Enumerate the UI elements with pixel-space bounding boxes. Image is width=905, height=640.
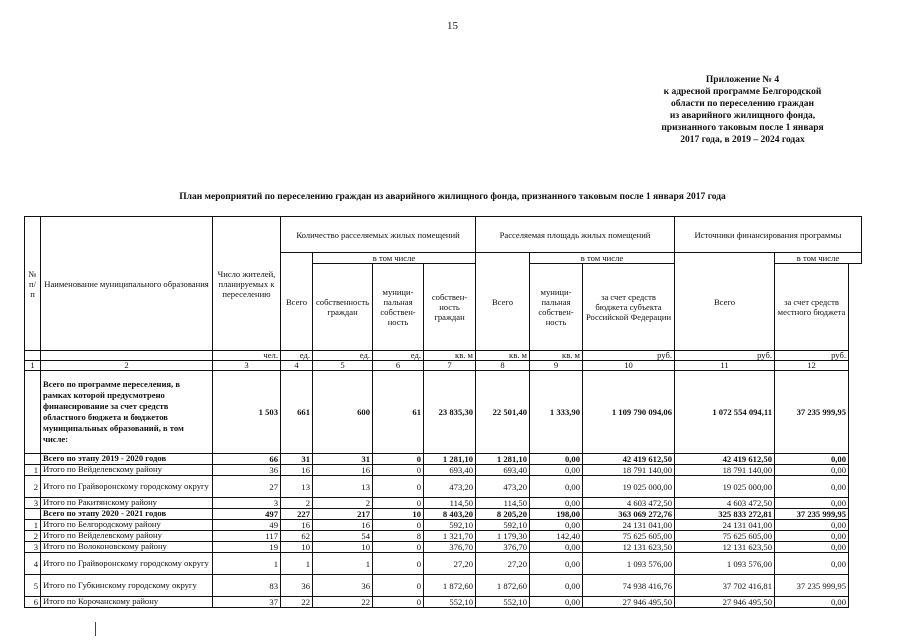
cell: 27 946 495,50 xyxy=(675,597,775,608)
cell: 37 235 999,95 xyxy=(775,371,849,454)
header-area-total: Всего xyxy=(476,253,530,351)
cell: 693,40 xyxy=(476,465,530,476)
row-name: Итого по Грайворонскому городскому округу xyxy=(41,476,213,498)
cell: 1 093 576,00 xyxy=(675,553,775,575)
cell: 27 xyxy=(213,476,281,498)
table-row xyxy=(25,498,862,509)
cell: 1 093 576,00 xyxy=(583,553,675,575)
unit-cell: чел. xyxy=(213,351,281,361)
cell: 37 235 999,95 xyxy=(775,575,849,597)
cell: 42 419 612,50 xyxy=(583,454,675,465)
row-name: Итого по Вейделевскому району xyxy=(41,531,213,542)
cell: 0,00 xyxy=(775,531,849,542)
cell: 600 xyxy=(313,371,373,454)
header-finance-total: Всего xyxy=(675,253,775,351)
cell: 0 xyxy=(373,553,424,575)
row-name: Всего по этапу 2020 - 2021 годов xyxy=(41,509,213,520)
header-incl: в том числе xyxy=(775,253,862,264)
header-name: Наименование муниципального образования xyxy=(41,217,213,351)
cell: 1 281,10 xyxy=(424,454,476,465)
header-incl: в том числе xyxy=(313,253,476,264)
cell: 552,10 xyxy=(424,597,476,608)
cell: 325 833 272,81 xyxy=(675,509,775,520)
annex-line: к адресной программе Белгородской xyxy=(663,87,822,97)
header-rooms-group: Количество расселяемых жилых помещений xyxy=(281,217,476,253)
table-row xyxy=(25,597,862,608)
cell: 2 xyxy=(25,476,41,498)
cell: 0,00 xyxy=(530,597,583,608)
cell: 19 025 000,00 xyxy=(583,476,675,498)
cell: 16 xyxy=(313,465,373,476)
cell: 22 xyxy=(281,597,313,608)
unit-cell: руб. xyxy=(583,351,675,361)
cell: 376,70 xyxy=(476,542,530,553)
cell: 37 xyxy=(213,597,281,608)
plan-table xyxy=(24,216,862,608)
annex-line: области по переселению граждан xyxy=(671,99,814,109)
table-row xyxy=(25,520,862,531)
unit-cell: кв. м xyxy=(476,351,530,361)
cell: 1 503 xyxy=(213,371,281,454)
cell: 2 xyxy=(281,498,313,509)
cell: 217 xyxy=(313,509,373,520)
cell: 8 xyxy=(373,531,424,542)
cell: 117 xyxy=(213,531,281,542)
cell: 0,00 xyxy=(530,542,583,553)
cell: 0,00 xyxy=(530,476,583,498)
cell: 31 xyxy=(313,454,373,465)
cell: 12 131 623,50 xyxy=(583,542,675,553)
cell: 18 791 140,00 xyxy=(675,465,775,476)
annex-line: признанного таковым после 1 января xyxy=(661,123,824,133)
unit-cell: ед. xyxy=(313,351,373,361)
cell: 0,00 xyxy=(775,454,849,465)
cell: 10 xyxy=(281,542,313,553)
col-index: 11 xyxy=(675,361,775,371)
row-name: Итого по Белгородскому району xyxy=(41,520,213,531)
cell: 37 235 999,95 xyxy=(775,509,849,520)
cell: 363 069 272,76 xyxy=(583,509,675,520)
cell: 54 xyxy=(313,531,373,542)
col-index: 9 xyxy=(530,361,583,371)
header-citizen-property: собствен-ность граждан xyxy=(424,264,476,351)
cell: 1 xyxy=(25,520,41,531)
cell: 227 xyxy=(281,509,313,520)
cell: 661 xyxy=(281,371,313,454)
cell: 36 xyxy=(281,575,313,597)
unit-cell: руб. xyxy=(675,351,775,361)
cell: 1 179,30 xyxy=(476,531,530,542)
cell: 1 xyxy=(281,553,313,575)
cell: 19 025 000,00 xyxy=(675,476,775,498)
cell: 75 625 605,00 xyxy=(675,531,775,542)
cell: 142,40 xyxy=(530,531,583,542)
table-row xyxy=(25,542,862,553)
cell: 0 xyxy=(373,454,424,465)
cell: 198,00 xyxy=(530,509,583,520)
col-index: 10 xyxy=(583,361,675,371)
cell: 42 419 612,50 xyxy=(675,454,775,465)
col-index: 4 xyxy=(281,361,313,371)
header-rooms-total: Всего xyxy=(281,253,313,351)
cell: 36 xyxy=(213,465,281,476)
cell: 12 131 623,50 xyxy=(675,542,775,553)
cell: 0,00 xyxy=(775,542,849,553)
cell: 2 xyxy=(25,531,41,542)
cell: 8 205,20 xyxy=(476,509,530,520)
header-municipal-property: муници-пальная собствен-ность xyxy=(530,264,583,351)
cell: 16 xyxy=(281,520,313,531)
cell: 497 xyxy=(213,509,281,520)
cell: 66 xyxy=(213,454,281,465)
cell: 114,50 xyxy=(476,498,530,509)
row-name: Итого по Грайворонскому городскому округу xyxy=(41,553,213,575)
cell: 0 xyxy=(373,597,424,608)
header-citizen-property: собственность граждан xyxy=(313,264,373,351)
row-name: Итого по Корочанскому району xyxy=(41,597,213,608)
header-area-group: Расселяемая площадь жилых помещений xyxy=(476,217,675,253)
cell: 13 xyxy=(281,476,313,498)
cell: 0,00 xyxy=(775,520,849,531)
cell: 13 xyxy=(313,476,373,498)
cell: 10 xyxy=(313,542,373,553)
cell: 24 131 041,00 xyxy=(583,520,675,531)
cell: 1 xyxy=(25,465,41,476)
col-index: 2 xyxy=(41,361,213,371)
cell: 16 xyxy=(313,520,373,531)
cell: 16 xyxy=(281,465,313,476)
table-row xyxy=(25,575,862,597)
table-row xyxy=(25,454,862,465)
cell: 0,00 xyxy=(530,498,583,509)
table-row xyxy=(25,531,862,542)
header-municipal-property: муници-пальная собствен-ность xyxy=(373,264,424,351)
col-index: 3 xyxy=(213,361,281,371)
cell: 37 702 416,81 xyxy=(675,575,775,597)
annex-line: из аварийного жилищного фонда, xyxy=(669,111,816,121)
cell: 0,00 xyxy=(530,575,583,597)
cell: 3 xyxy=(213,498,281,509)
unit-cell: кв. м xyxy=(424,351,476,361)
cell: 10 xyxy=(373,509,424,520)
col-index: 7 xyxy=(424,361,476,371)
cell: 1 109 790 094,06 xyxy=(583,371,675,454)
cell: 5 xyxy=(25,575,41,597)
cell: 1 xyxy=(213,553,281,575)
cell: 0 xyxy=(373,498,424,509)
table-row xyxy=(25,509,862,520)
cell: 0 xyxy=(373,542,424,553)
cell: 23 835,30 xyxy=(424,371,476,454)
cell: 0,00 xyxy=(775,465,849,476)
cell: 22 xyxy=(313,597,373,608)
cell: 0 xyxy=(373,476,424,498)
col-index: 12 xyxy=(775,361,849,371)
row-name: Итого по Волоконовскому району xyxy=(41,542,213,553)
cell: 2 xyxy=(313,498,373,509)
table-row xyxy=(25,371,862,454)
col-index: 5 xyxy=(313,361,373,371)
page-number: 15 xyxy=(447,20,458,32)
cell: 4 603 472,50 xyxy=(583,498,675,509)
row-name: Итого по Губкинскому городскому округу xyxy=(41,575,213,597)
header-residents: Число жителей, планируемых к переселению xyxy=(213,217,281,351)
scan-mark xyxy=(95,622,96,636)
header-num: № п/п xyxy=(25,217,41,351)
cell: 4 xyxy=(25,553,41,575)
cell: 0 xyxy=(373,465,424,476)
cell: 473,20 xyxy=(476,476,530,498)
cell: 4 603 472,50 xyxy=(675,498,775,509)
cell: 18 791 140,00 xyxy=(583,465,675,476)
unit-cell: руб. xyxy=(775,351,849,361)
unit-cell: ед. xyxy=(281,351,313,361)
cell: 0,00 xyxy=(775,553,849,575)
cell: 114,50 xyxy=(424,498,476,509)
cell: 0,00 xyxy=(530,454,583,465)
cell: 3 xyxy=(25,498,41,509)
row-name: Итого по Вейделевскому району xyxy=(41,465,213,476)
annex-line: Приложение № 4 xyxy=(705,75,780,85)
cell: 1 321,70 xyxy=(424,531,476,542)
cell: 693,40 xyxy=(424,465,476,476)
cell: 6 xyxy=(25,597,41,608)
cell: 75 625 605,00 xyxy=(583,531,675,542)
cell: 1 333,90 xyxy=(530,371,583,454)
unit-cell: ед. xyxy=(373,351,424,361)
header-subject-budget: за счет средств бюджета субъекта Российской Федерации xyxy=(583,264,675,351)
cell: 27 946 495,50 xyxy=(583,597,675,608)
cell: 376,70 xyxy=(424,542,476,553)
cell: 0 xyxy=(373,575,424,597)
cell: 0 xyxy=(373,520,424,531)
cell: 19 xyxy=(213,542,281,553)
cell: 27,20 xyxy=(476,553,530,575)
cell: 8 403,20 xyxy=(424,509,476,520)
cell: 0,00 xyxy=(775,597,849,608)
row-name: Всего по программе переселения, в рамках которой предусмотрено финансирование за счет средств областного бюджета и бюджетов муниципальных образований, в том числе: xyxy=(41,371,213,454)
header-incl: в том числе xyxy=(530,253,675,264)
annex-line: 2017 года, в 2019 – 2024 годах xyxy=(680,135,805,145)
cell: 1 872,60 xyxy=(476,575,530,597)
col-index: 1 xyxy=(25,361,41,371)
cell: 1 872,60 xyxy=(424,575,476,597)
header-finance-group: Источники финансирования программы xyxy=(675,217,862,253)
cell: 1 281,10 xyxy=(476,454,530,465)
cell: 1 072 554 094,11 xyxy=(675,371,775,454)
cell: 473,20 xyxy=(424,476,476,498)
cell: 552,10 xyxy=(476,597,530,608)
cell: 3 xyxy=(25,542,41,553)
annex-heading xyxy=(600,74,885,146)
col-index: 6 xyxy=(373,361,424,371)
cell: 592,10 xyxy=(476,520,530,531)
row-name: Итого по Ракитянскому району xyxy=(41,498,213,509)
header-local-budget: за счет средств местного бюджета xyxy=(775,264,849,351)
cell: 0,00 xyxy=(530,553,583,575)
col-index: 8 xyxy=(476,361,530,371)
cell: 27,20 xyxy=(424,553,476,575)
table-row xyxy=(25,465,862,476)
table-row xyxy=(25,476,862,498)
cell: 22 501,40 xyxy=(476,371,530,454)
cell: 74 938 416,76 xyxy=(583,575,675,597)
plan-title: План мероприятий по переселению граждан из аварийного жилищного фонда, признанного таковым после 1 января 2017 года xyxy=(179,192,726,202)
row-name: Всего по этапу 2019 - 2020 годов xyxy=(41,454,213,465)
cell: 31 xyxy=(281,454,313,465)
cell: 61 xyxy=(373,371,424,454)
cell: 36 xyxy=(313,575,373,597)
cell: 49 xyxy=(213,520,281,531)
cell: 1 xyxy=(313,553,373,575)
cell: 592,10 xyxy=(424,520,476,531)
table-row xyxy=(25,553,862,575)
cell: 0,00 xyxy=(530,465,583,476)
cell: 0,00 xyxy=(530,520,583,531)
cell: 83 xyxy=(213,575,281,597)
unit-cell: кв. м xyxy=(530,351,583,361)
cell: 0,00 xyxy=(775,498,849,509)
cell: 0,00 xyxy=(775,476,849,498)
cell: 62 xyxy=(281,531,313,542)
cell: 24 131 041,00 xyxy=(675,520,775,531)
